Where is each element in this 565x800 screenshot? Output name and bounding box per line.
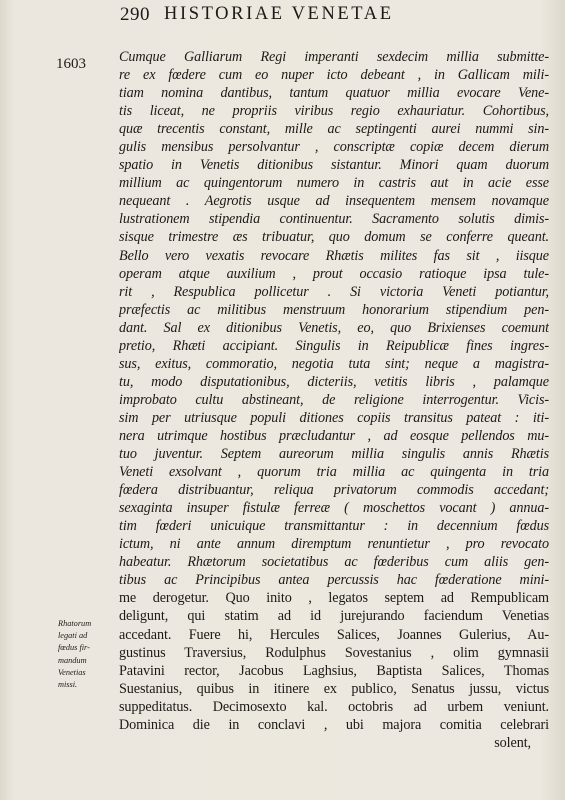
- margin-note-line: legati ad: [58, 631, 88, 641]
- text-line: Veneti exsolvant , quorum tria millia ac quingenta in tria: [119, 464, 549, 481]
- text-line: sexaginta insuper fistulæ ferreæ ( moschettos vocant ) annua-: [119, 500, 549, 517]
- text-line: tim fœderi unicuique transmittantur : in decennium fœdus: [119, 518, 549, 535]
- margin-note-line: Rhatorum: [58, 619, 92, 628]
- text-line: Patavini rector, Jacobus Laghsius, Baptista Salices, Thomas: [119, 662, 549, 679]
- text-line: ictum, ni ante annum diremptum renuntietur , pro revocato: [119, 536, 549, 553]
- text-line: gulis mensibus persolvantur , conscriptæ copiæ decem dierum: [119, 139, 549, 156]
- text-line: lustrationem stipendia continuentur. Sacramento solutis dimis-: [119, 211, 549, 228]
- text-line: Dominica die in conclavi , ubi majora comitia celebrari: [119, 716, 549, 733]
- margin-note-line: missi.: [58, 680, 78, 690]
- text-line: accedant. Fuere hi, Hercules Salices, Joannes Gulerius, Au-: [119, 626, 549, 643]
- body-text: [119, 48, 549, 752]
- text-line: Cumque Galliarum Regi imperanti sexdecim millia submitte-: [119, 49, 549, 65]
- text-line: sus, exitus, commoratio, negotia tuta sint; neque a magistra-: [119, 355, 549, 372]
- margin-note-line: mandum: [58, 655, 87, 665]
- text-line: deligunt, qui statim ad id jurejurando faciendum Venetias: [119, 608, 549, 625]
- text-line: tiam nomina dantibus, tantum quatuor millia evocare Vene-: [119, 85, 549, 102]
- text-line: suppeditatus. Decimosexto kal. octobris ad urbem veniunt.: [119, 698, 549, 715]
- text-line: re ex fœdere cum eo nuper icto debeant , in Gallicam mili-: [119, 67, 549, 84]
- text-line: pretio, Rhæti accipiant. Singulis in Reipublicæ fines ingres-: [119, 337, 549, 354]
- margin-year: 1603: [56, 56, 86, 72]
- margin-note: [58, 618, 118, 691]
- text-line: fœdera distribuantur, reliqua privatorum commodis accedant;: [119, 482, 549, 499]
- text-line: operam atque auxilium , prout occasio ratioque ipsa tule-: [119, 265, 549, 282]
- margin-note-line: Venetias: [58, 667, 86, 677]
- text-line: rit , Respublica pollicetur . Si victoria Veneti potiantur,: [119, 283, 549, 300]
- page-number: 290: [120, 4, 150, 25]
- text-line: sisque trimestre æs tribuatur, quo domum se conferre queant.: [119, 229, 549, 246]
- text-line: tibus ac Principibus antea percussis hac fœderatione mini-: [119, 572, 549, 589]
- text-line: præfectis ac militibus menstruum honorarium stipendium pen-: [119, 301, 549, 318]
- page-header: [0, 2, 565, 28]
- text-line: improbato cultu abstineant, de religione interrogentur. Vicis-: [119, 391, 549, 408]
- text-line: habeatur. Rhætorum societatibus ac fœderibus cum aliis gen-: [119, 554, 549, 571]
- text-line: tuo juventur. Septem aureorum millia singulis annis Rhætis: [119, 446, 549, 463]
- text-line: Bello vero vexatis revocare Rhætis milites fas sit , iisque: [119, 247, 549, 264]
- margin-note-line: fœdus fir-: [58, 643, 90, 653]
- text-line: quæ trecentis constant, mille ac septingenti aurei nummi sin-: [119, 121, 549, 138]
- text-line: solent,: [494, 734, 531, 751]
- text-line: tis liceat, ne propriis viribus regio exhauriatur. Cohortibus,: [119, 103, 549, 120]
- text-line: Suestanius, quibus in itinere ex publico, Senatus jussu, victus: [119, 680, 549, 697]
- running-title: HISTORIAE VENETAE: [164, 4, 394, 24]
- text-line: me derogetur. Quo inito , legatos septem ad Rempublicam: [119, 590, 549, 607]
- text-line: millium ac quingentorum numero in castris aut in acie esse: [119, 175, 549, 192]
- text-line: spatio in Venetis ditionibus sistantur. Minori quam duorum: [119, 157, 549, 174]
- text-line: tu, modo disputationibus, dicteriis, vetitis libris , palamque: [119, 373, 549, 390]
- text-line: sim per utriusque populi ditiones copiis transitus pateat : iti-: [119, 409, 549, 426]
- text-line: nequeant . Aegrotis usque ad insequentem mensem novamque: [119, 193, 549, 210]
- text-line: nera utrimque hostibus præcludantur , ad eosque pellendos mu-: [119, 427, 549, 444]
- text-line: gustinus Traversius, Rodulphus Sovestanius , olim gymnasii: [119, 644, 549, 661]
- text-line: dant. Sal ex ditionibus Venetis, eo, quo Brixienses coemunt: [119, 319, 549, 336]
